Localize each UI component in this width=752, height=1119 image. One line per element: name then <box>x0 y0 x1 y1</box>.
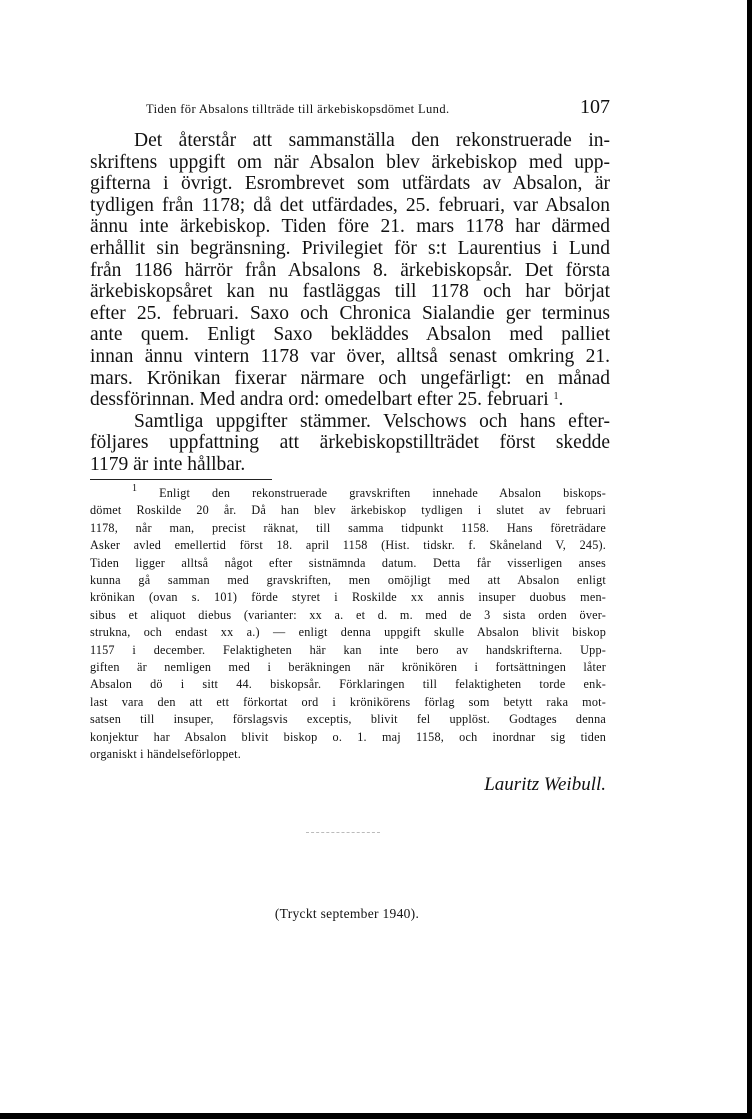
text-line: ännu inte ärkebiskop. Tiden före 21. mars 1178 har därmed <box>90 216 610 238</box>
footnote-line: 1178, når man, precist räknat, till samma tidpunkt 1158. Hans företrädare <box>90 520 606 535</box>
text-line: tydligen från 1178; då det utfärdades, 25. februari, var Absalon <box>90 194 610 216</box>
text-line-with-footnote: dessförinnan. Med andra ord: omedelbart efter 25. februari $^1$. <box>90 389 564 411</box>
text-line: Det återstår att sammanställa den rekonstruerade in- <box>134 130 610 151</box>
footnote-text: Enligt den rekonstruerade gravskriften innehade Absalon biskops- <box>159 486 606 500</box>
author-signature: Lauritz Weibull. <box>484 774 606 795</box>
footnote-reference: 1 <box>553 391 559 403</box>
footnote-line: kunna gå samman med gravskriften, men omöjligt med att Absalon enligt <box>90 573 606 588</box>
text-line: 1179 är inte hållbar. <box>90 453 246 475</box>
page-edge-bottom <box>0 1113 752 1119</box>
page-number: 107 <box>580 96 610 118</box>
text-line: ante quem. Enligt Saxo bekläddes Absalon med palliet <box>90 324 610 346</box>
faint-separator <box>306 832 380 833</box>
text-line: ärkebiskopsåret kan nu fastläggas till 1178 och har börjat <box>90 281 610 303</box>
footnote <box>90 485 606 764</box>
footnote-line: satsen till insuper, förslagsvis exceptis, blivit fel upplöst. Godtages denna <box>90 712 606 727</box>
text-line: följares uppfattning att ärkebiskopstillträdet först skedde <box>90 432 610 454</box>
footnote-line: strukna, och endast xx a.) — enligt denna uppgift skulle Absalon blivit biskop <box>90 625 606 640</box>
text-line: mars. Krönikan fixerar närmare och ungefärligt: en månad <box>90 367 610 389</box>
footnote-line: dömet Roskilde 20 år. Då han blev ärkebiskop tydligen i slutet av februari <box>90 503 606 518</box>
text-line: Samtliga uppgifter stämmer. Velschows och hans efter- <box>134 410 610 432</box>
text-line: gifterna i övrigt. Esrombrevet som utfärdats av Absalon, är <box>90 173 610 195</box>
text-line: efter 25. februari. Saxo och Chronica Sialandie ger terminus <box>90 302 610 324</box>
footnote-line: Asker avled emellertid först 18. april 1158 (Hist. tidskr. f. Skåneland V, 245). <box>90 538 606 553</box>
footnote-line: 1157 i december. Felaktigheten här kan inte bero av handskrifterna. Upp- <box>90 642 606 657</box>
footnote-line: sibus et aliquot diebus (varianter: xx a. et d. m. med de 3 sista orden över- <box>90 607 606 622</box>
footnote-line: konjektur har Absalon blivit biskop o. 1. maj 1158, och inordnar sig tiden <box>90 729 606 744</box>
text-line: skriftens uppgift om när Absalon blev ärkebiskop med upp- <box>90 151 610 173</box>
footnote-line: krönikan (ovan s. 101) förde styret i Roskilde xx annis insuper duobus men- <box>90 590 606 605</box>
footnote-line-first <box>90 485 606 502</box>
footnote-divider <box>90 479 272 480</box>
footnote-line: giften är nemligen med i beräkningen när krönikören i fortsättningen låter <box>90 660 606 675</box>
footnote-line: Tiden ligger alltså något efter sistnämnda datum. Detta får visserligen anses <box>90 555 606 570</box>
page-edge-right <box>747 0 752 1119</box>
footnote-line: Absalon dö i sitt 44. biskopsår. Förklaringen till felaktigheten torde enk- <box>90 677 606 692</box>
print-date-note: (Tryckt september 1940). <box>274 906 420 921</box>
footnote-marker: 1 <box>132 483 138 494</box>
text-line: från 1186 härrör från Absalons 8. ärkebiskopsår. Det första <box>90 259 610 281</box>
main-text <box>90 130 610 476</box>
text-line: innan ännu vintern 1178 var över, alltså senast omkring 21. <box>90 345 610 367</box>
page-header <box>90 96 610 120</box>
footnote-line: last vara den att ett förkortat ord i krönikörens förlag som betytt raka mot- <box>90 694 606 709</box>
text-line: erhållit sin begränsning. Privilegiet för s:t Laurentius i Lund <box>90 237 610 259</box>
footnote-line: organiskt i händelseförloppet. <box>90 747 241 762</box>
text-line: dessförinnan. Med andra ord: omedelbart efter 25. februari <box>90 389 549 411</box>
running-title: Tiden för Absalons tillträde till ärkebiskopsdömet Lund. <box>146 102 450 116</box>
